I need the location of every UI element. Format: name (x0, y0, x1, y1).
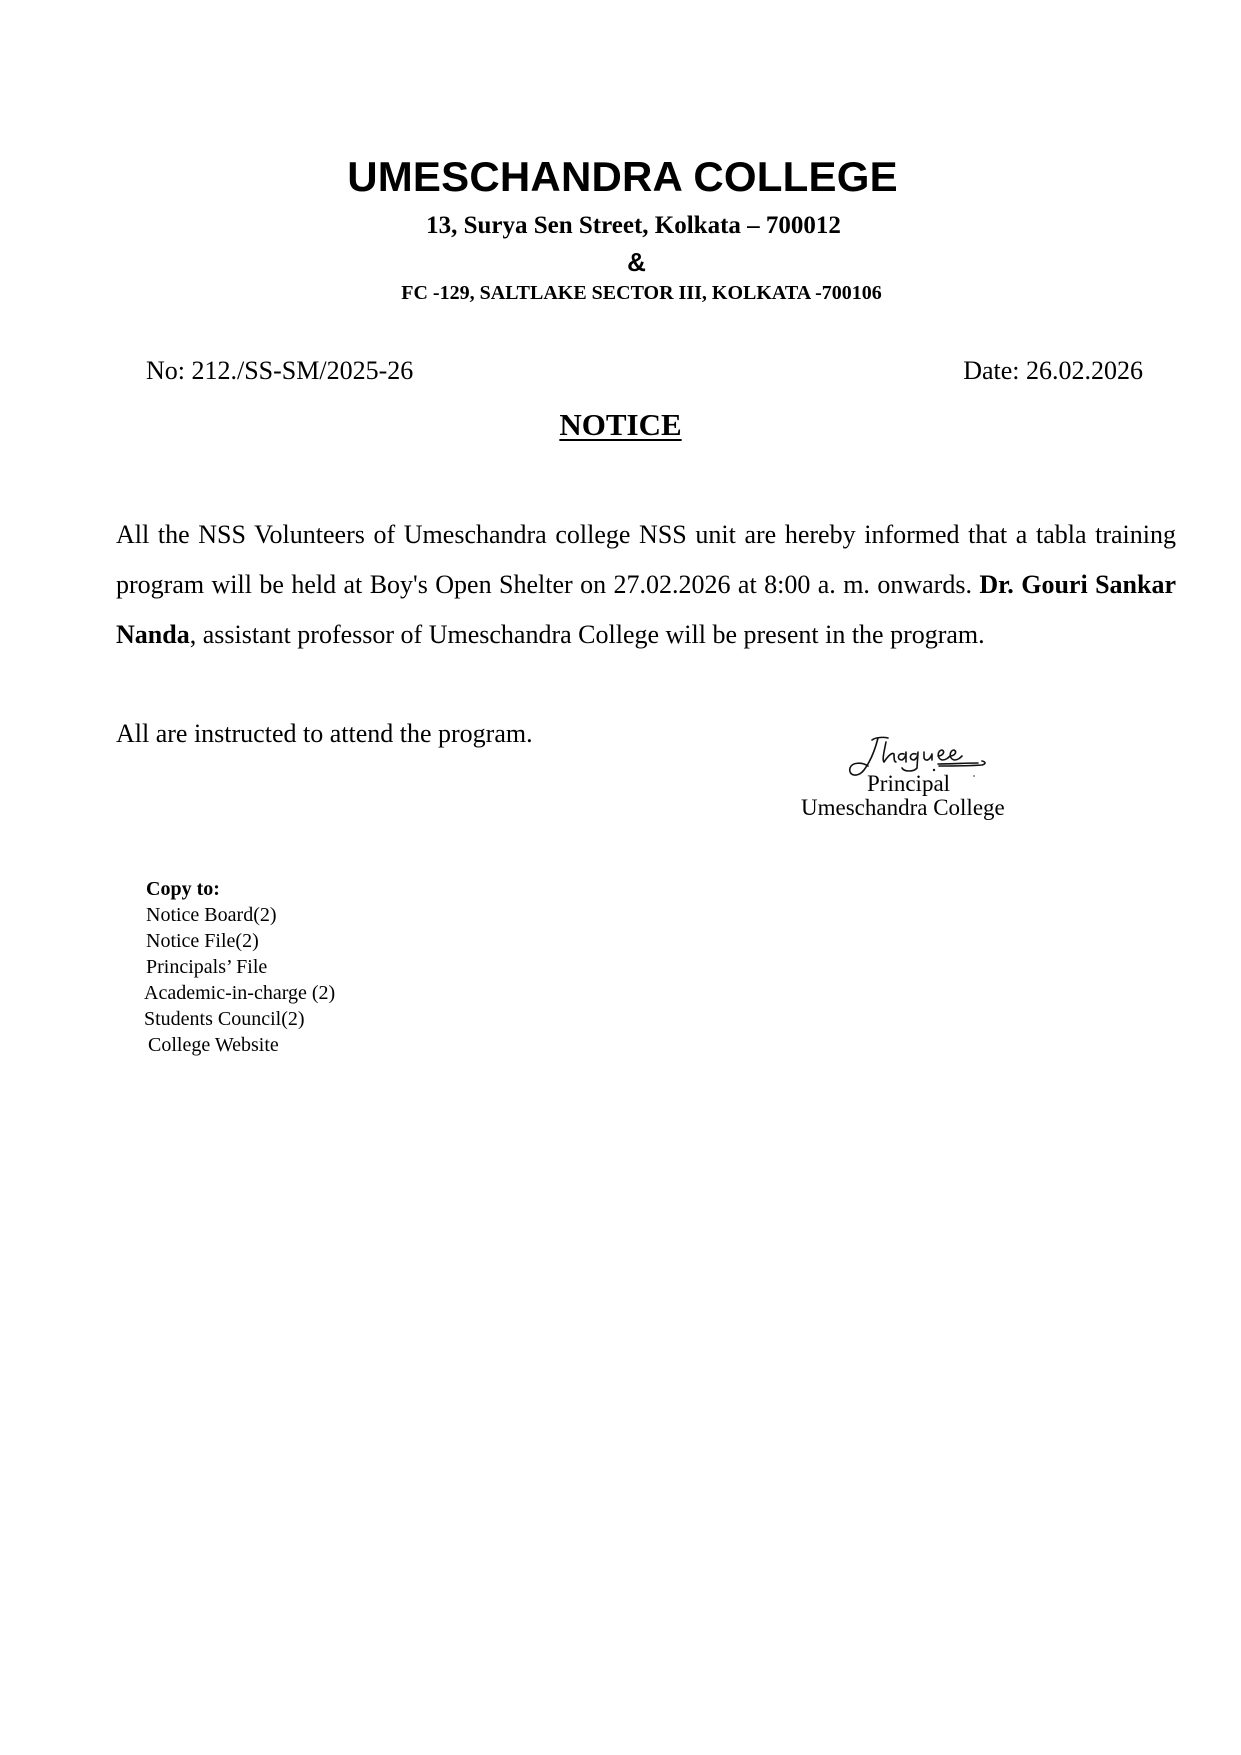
closing-instruction: All are instructed to attend the program. (116, 719, 533, 748)
copy-recipient: College Website (148, 1034, 279, 1056)
copy-recipient: Notice File(2) (146, 930, 259, 952)
copy-recipient: Academic-in-charge (2) (144, 982, 336, 1004)
notice-paragraph-1 (116, 510, 1176, 660)
notice-body-part-2: , assistant professor of Umeschandra College will be present in the program. (189, 620, 985, 649)
speaker-name: Dr. Gouri Sankar Nanda (116, 570, 1177, 649)
address-line-2: FC -129, SALTLAKE SECTOR III, KOLKATA -700106 (401, 282, 882, 304)
notice-body-part-1: All the NSS Volunteers of Umeschandra college NSS unit are hereby informed that a tabla training program will be held at Boy's Open Shelter on 27.02.2026 at 8:00 a. m. onwards. (116, 520, 1176, 599)
college-name: UMESCHANDRA COLLEGE (347, 153, 898, 200)
notice-body (116, 510, 1176, 660)
signatory-title: Principal (867, 771, 951, 796)
address-line-1: 13, Surya Sen Street, Kolkata – 700012 (426, 212, 841, 239)
copy-to-heading: Copy to: (146, 878, 220, 900)
copy-recipient: Notice Board(2) (146, 904, 277, 926)
notice-heading: NOTICE (559, 407, 682, 442)
copy-to-section (146, 876, 335, 1058)
copy-to-list (146, 902, 335, 1058)
copy-recipient: Principals’ File (146, 956, 268, 978)
signatory-organization: Umeschandra College (801, 795, 1005, 820)
address-separator: & (627, 247, 646, 277)
notice-date: Date: 26.02.2026 (963, 356, 1143, 385)
reference-number: No: 212./SS-SM/2025-26 (146, 356, 414, 385)
copy-recipient: Students Council(2) (144, 1008, 305, 1030)
